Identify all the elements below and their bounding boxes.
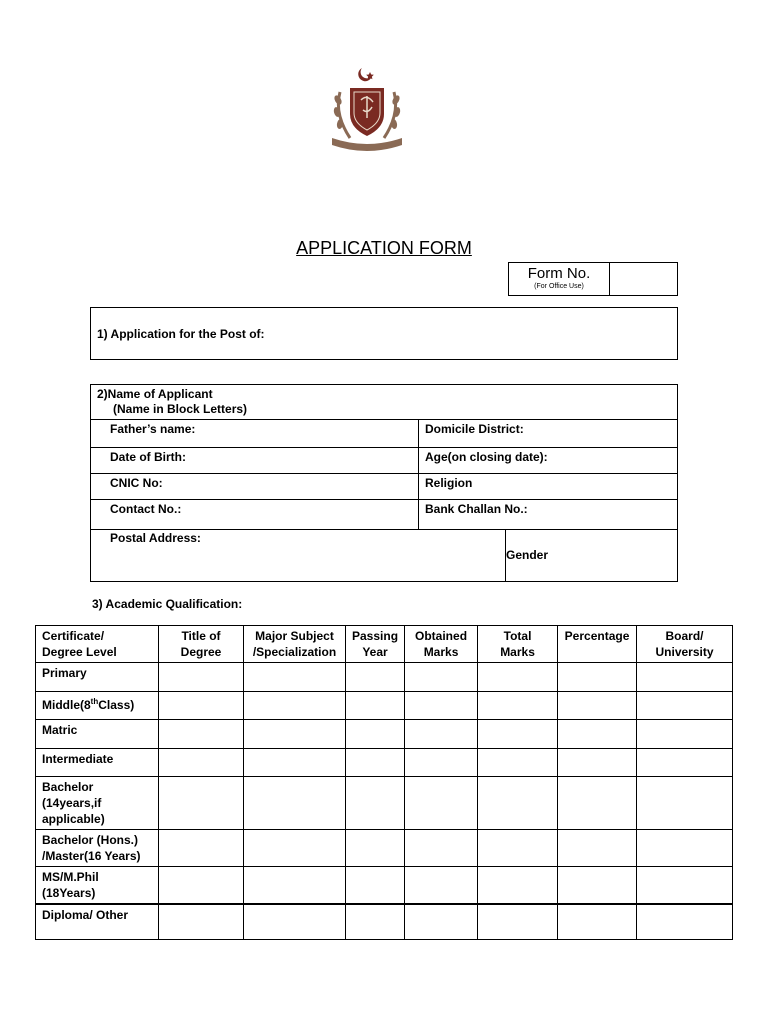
header-major-subject: Major Subject /Specialization xyxy=(244,626,346,663)
table-cell[interactable] xyxy=(558,867,637,905)
table-cell[interactable] xyxy=(478,777,558,830)
religion-cell[interactable] xyxy=(419,474,678,500)
table-cell[interactable] xyxy=(478,663,558,692)
contact-number-cell[interactable] xyxy=(91,500,419,530)
government-emblem-logo xyxy=(326,62,408,158)
domicile-district-cell[interactable] xyxy=(419,420,678,448)
table-cell[interactable] xyxy=(478,692,558,720)
postal-address-label: Postal Address: xyxy=(110,531,201,545)
row-label-bachelor: Bachelor (14years,if applicable) xyxy=(36,777,159,830)
table-cell[interactable] xyxy=(405,663,478,692)
table-row xyxy=(36,663,733,692)
academic-qualification-heading: 3) Academic Qualification: xyxy=(92,597,243,611)
table-cell[interactable] xyxy=(637,720,733,749)
table-cell[interactable] xyxy=(405,749,478,777)
office-use-note: (For Office Use) xyxy=(534,283,584,290)
form-title: APPLICATION FORM xyxy=(296,238,472,258)
table-cell[interactable] xyxy=(346,749,405,777)
table-cell[interactable] xyxy=(244,777,346,830)
table-cell[interactable] xyxy=(637,830,733,867)
header-passing-year: Passing Year xyxy=(346,626,405,663)
table-cell[interactable] xyxy=(244,749,346,777)
row-label-matric: Matric xyxy=(36,720,159,749)
table-cell[interactable] xyxy=(159,663,244,692)
table-cell[interactable] xyxy=(346,663,405,692)
table-cell[interactable] xyxy=(346,867,405,905)
table-row xyxy=(36,692,733,720)
table-cell[interactable] xyxy=(478,867,558,905)
applicant-details-table xyxy=(90,384,678,530)
table-cell[interactable] xyxy=(159,777,244,830)
table-cell[interactable] xyxy=(558,720,637,749)
applicant-name-label: 2)Name of Applicant xyxy=(97,387,213,401)
table-cell[interactable] xyxy=(558,830,637,867)
table-cell[interactable] xyxy=(405,720,478,749)
bank-challan-cell[interactable] xyxy=(419,500,678,530)
table-row xyxy=(36,749,733,777)
table-row xyxy=(36,904,733,939)
gender-cell[interactable] xyxy=(505,530,678,581)
table-cell[interactable] xyxy=(478,720,558,749)
applicant-name-cell[interactable] xyxy=(91,385,678,420)
row-label-ms-mphil: MS/M.Phil (18Years) xyxy=(36,867,159,905)
table-cell[interactable] xyxy=(405,830,478,867)
table-cell[interactable] xyxy=(405,867,478,905)
table-cell[interactable] xyxy=(558,904,637,939)
religion-label: Religion xyxy=(425,476,473,490)
header-obtained-marks: Obtained Marks xyxy=(405,626,478,663)
postal-address-cell[interactable] xyxy=(91,530,506,581)
table-cell[interactable] xyxy=(637,663,733,692)
table-cell[interactable] xyxy=(637,904,733,939)
table-cell[interactable] xyxy=(346,830,405,867)
post-applied-box[interactable] xyxy=(90,307,678,360)
row-label-diploma-other: Diploma/ Other xyxy=(36,904,159,939)
fathers-name-label: Father’s name: xyxy=(110,422,196,436)
date-of-birth-label: Date of Birth: xyxy=(110,450,186,464)
table-cell[interactable] xyxy=(159,904,244,939)
table-header-row xyxy=(36,626,733,663)
table-cell[interactable] xyxy=(244,904,346,939)
post-applied-label: 1) Application for the Post of: xyxy=(97,327,265,341)
table-cell[interactable] xyxy=(244,830,346,867)
header-percentage: Percentage xyxy=(558,626,637,663)
contact-number-label: Contact No.: xyxy=(110,502,182,516)
table-cell[interactable] xyxy=(558,777,637,830)
table-cell[interactable] xyxy=(637,749,733,777)
table-cell[interactable] xyxy=(637,867,733,905)
table-cell[interactable] xyxy=(244,720,346,749)
table-cell[interactable] xyxy=(159,749,244,777)
row-label-bachelor-hons-master: Bachelor (Hons.) /Master(16 Years) xyxy=(36,830,159,867)
fathers-name-cell[interactable] xyxy=(91,420,419,448)
table-cell[interactable] xyxy=(159,692,244,720)
cnic-label: CNIC No: xyxy=(110,476,163,490)
table-cell[interactable] xyxy=(478,830,558,867)
cnic-cell[interactable] xyxy=(91,474,419,500)
table-cell[interactable] xyxy=(244,867,346,905)
table-cell[interactable] xyxy=(346,904,405,939)
form-number-box xyxy=(508,262,678,296)
header-certificate: Certificate/ Degree Level xyxy=(36,626,159,663)
row-label-intermediate: Intermediate xyxy=(36,749,159,777)
table-cell[interactable] xyxy=(405,904,478,939)
table-row xyxy=(36,720,733,749)
table-cell[interactable] xyxy=(405,692,478,720)
table-cell[interactable] xyxy=(244,663,346,692)
postal-address-gender-box xyxy=(90,529,678,582)
table-cell[interactable] xyxy=(478,749,558,777)
table-cell[interactable] xyxy=(346,692,405,720)
academic-qualification-table xyxy=(35,625,733,940)
applicant-name-sublabel: (Name in Block Letters) xyxy=(113,402,248,416)
row-label-middle: Middle(8thClass) xyxy=(36,692,159,720)
table-cell[interactable] xyxy=(405,777,478,830)
table-cell[interactable] xyxy=(346,720,405,749)
table-cell[interactable] xyxy=(244,692,346,720)
age-label: Age(on closing date): xyxy=(425,450,548,464)
header-title-of-degree: Title of Degree xyxy=(159,626,244,663)
table-cell[interactable] xyxy=(346,777,405,830)
row-label-primary: Primary xyxy=(36,663,159,692)
form-number-label-cell xyxy=(509,263,610,295)
header-board-university: Board/ University xyxy=(637,626,733,663)
header-total-marks: Total Marks xyxy=(478,626,558,663)
table-cell[interactable] xyxy=(637,692,733,720)
table-cell[interactable] xyxy=(159,830,244,867)
gender-label: Gender xyxy=(506,548,549,562)
form-number-label: Form No. xyxy=(527,265,591,282)
table-cell[interactable] xyxy=(558,663,637,692)
domicile-district-label: Domicile District: xyxy=(425,422,524,436)
table-cell[interactable] xyxy=(637,777,733,830)
table-cell[interactable] xyxy=(558,692,637,720)
table-row xyxy=(36,777,733,830)
table-cell[interactable] xyxy=(159,720,244,749)
table-cell[interactable] xyxy=(478,904,558,939)
table-cell[interactable] xyxy=(558,749,637,777)
date-of-birth-cell[interactable] xyxy=(91,448,419,474)
table-row xyxy=(36,830,733,867)
table-cell[interactable] xyxy=(159,867,244,905)
table-row xyxy=(36,867,733,905)
age-cell[interactable] xyxy=(419,448,678,474)
bank-challan-label: Bank Challan No.: xyxy=(425,502,528,516)
